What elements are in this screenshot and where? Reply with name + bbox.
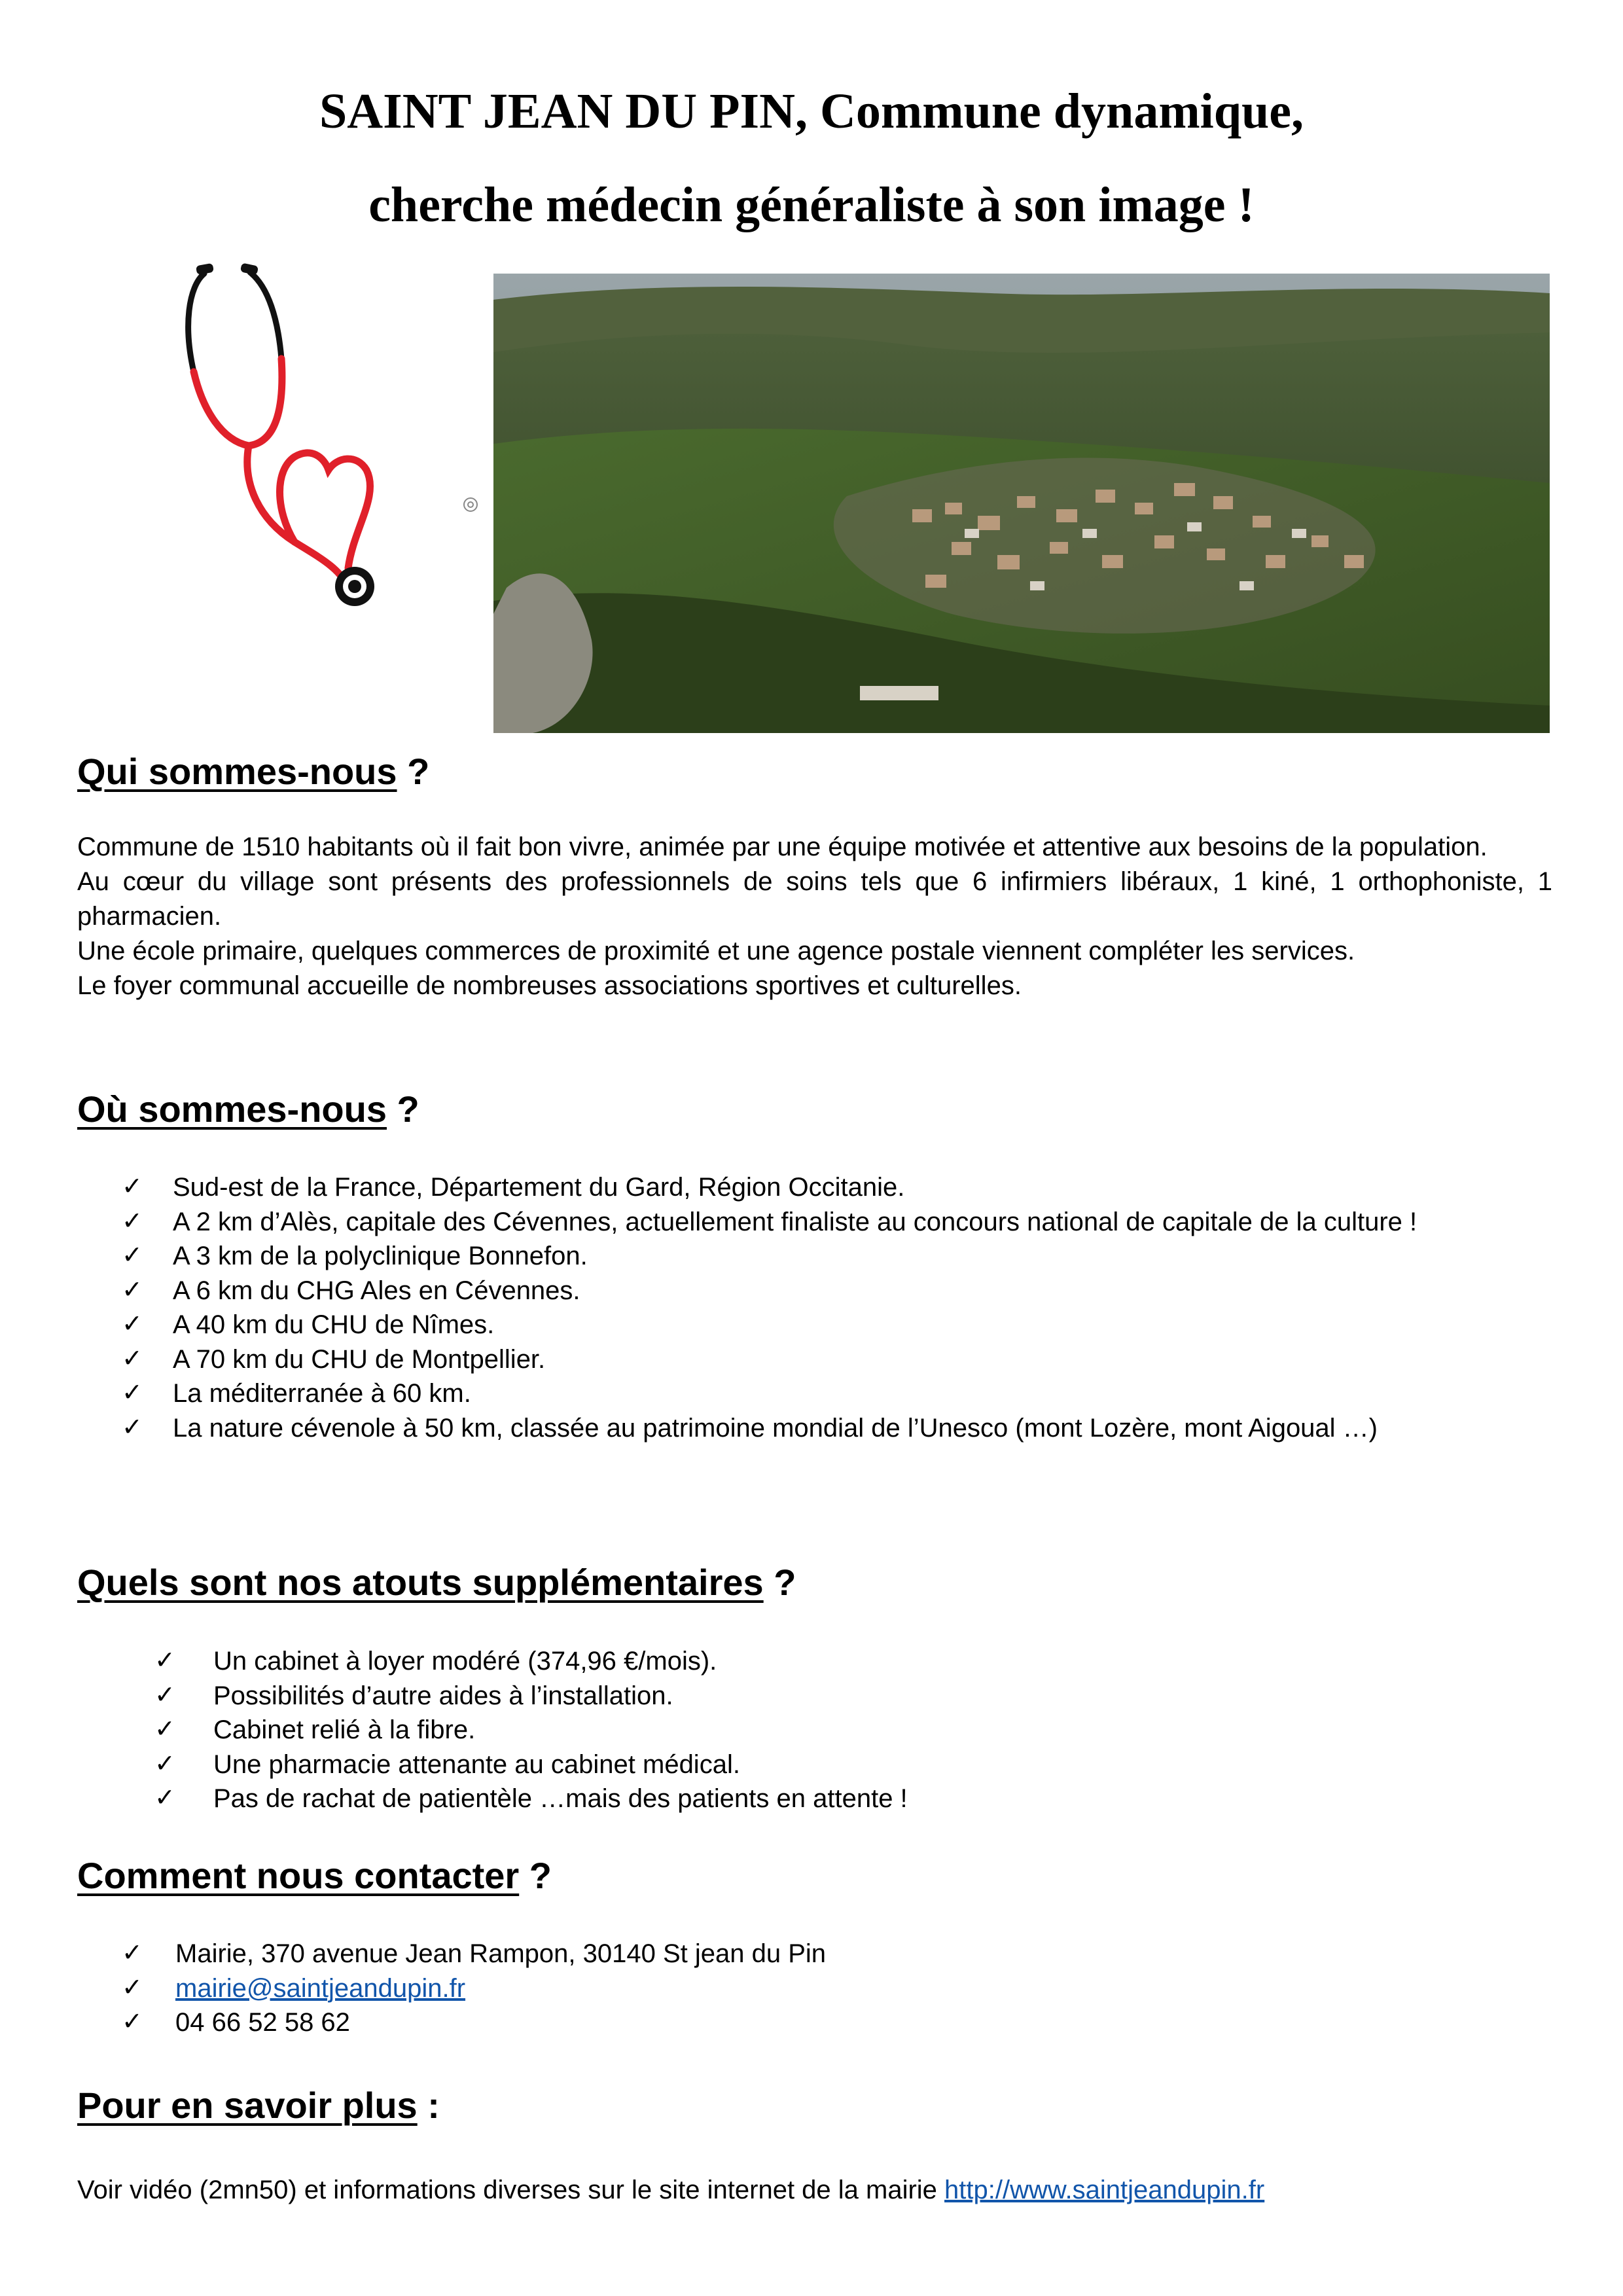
qui-paragraph-2: Au cœur du village sont présents des professionnels de soins tels que 6 infirmiers libéraux, 1 kiné, 1 orthophoniste, 1 pharmacien. [77,867,1552,931]
list-item-text: A 40 km du CHU de Nîmes. [173,1310,495,1339]
list-item [122,1376,1550,1411]
savoir-plus-description: Voir vidéo (2mn50) et informations diverses sur le site internet de la mairie [77,2176,945,2204]
page-title-line1: SAINT JEAN DU PIN, Commune dynamique, [319,84,1304,139]
qui-paragraph-4: Le foyer communal accueille de nombreuses associations sportives et culturelles. [77,971,1022,1000]
contact-phone-text: 04 66 52 58 62 [175,2008,350,2037]
page-title-line2: cherche médecin généraliste à son image ! [368,177,1255,232]
list-item [122,1411,1550,1446]
atouts-list [154,1644,1550,1816]
list-item-text: Cabinet relié à la fibre. [213,1715,476,1744]
check-icon: ✓ [154,1783,175,1812]
check-icon: ✓ [154,1748,175,1778]
check-icon: ✓ [122,1412,143,1441]
heading-qui-suffix: ? [397,751,430,792]
list-item [122,1239,1550,1274]
qui-paragraph-3: Une école primaire, quelques commerces de proximité et une agence postale viennent compléter les services. [77,937,1355,965]
heading-ou-suffix: ? [386,1088,419,1130]
list-item-text: Une pharmacie attenante au cabinet médical. [213,1749,740,1779]
heading-qui-sommes-nous [77,750,429,793]
heading-atouts-text: Quels sont nos atouts supplémentaires [77,1562,764,1603]
heading-atouts [77,1561,796,1604]
savoir-plus-text [77,2173,1552,2208]
contact-list [122,1937,1550,2040]
check-icon: ✓ [154,1645,175,1674]
list-item-text: A 3 km de la polyclinique Bonnefon. [173,1242,588,1270]
list-item-text: La nature cévenole à 50 km, classée au patrimoine mondial de l’Unesco (mont Lozère, mont Aigoual …) [173,1413,1378,1443]
contact-address-text: Mairie, 370 avenue Jean Rampon, 30140 St jean du Pin [175,1939,827,1968]
check-icon: ✓ [122,2007,143,2036]
contact-phone [122,2005,1550,2040]
check-icon: ✓ [154,1714,175,1743]
contact-address [122,1937,1550,1971]
list-item [154,1748,1550,1782]
list-item [122,1342,1550,1377]
heading-plus-text: Pour en savoir plus [77,2085,418,2126]
list-item [154,1713,1550,1748]
list-item [122,1205,1550,1240]
heading-ou-sommes-nous [77,1088,419,1131]
heading-qui-text: Qui sommes-nous [77,751,397,792]
check-icon: ✓ [122,1343,143,1372]
list-item [154,1644,1550,1679]
list-item [122,1170,1550,1205]
list-item [154,1679,1550,1713]
heading-plus-suffix: : [417,2085,440,2126]
email-link[interactable]: mairie@saintjeandupin.fr [175,1973,466,2003]
heading-contact-suffix: ? [519,1855,552,1896]
check-icon: ✓ [122,1274,143,1304]
ou-list [122,1170,1550,1445]
check-icon: ✓ [154,1679,175,1709]
heading-contact-text: Comment nous contacter [77,1855,520,1896]
heading-savoir-plus [77,2084,440,2127]
check-icon: ✓ [122,1938,143,1967]
list-item-text: A 6 km du CHG Ales en Cévennes. [173,1276,580,1305]
website-link[interactable]: http://www.saintjeandupin.fr [944,2176,1265,2204]
list-item-text: Possibilités d’autre aides à l’installation. [213,1681,673,1710]
check-icon: ✓ [122,1972,143,2001]
list-item-text: Un cabinet à loyer modéré (374,96 €/mois). [213,1647,717,1676]
check-icon: ✓ [122,1240,143,1269]
heading-ou-text: Où sommes-nous [77,1088,387,1130]
list-item [122,1308,1550,1342]
list-item [154,1782,1550,1816]
qui-description [77,830,1552,1003]
contact-email [122,1971,1550,2006]
check-icon: ✓ [122,1172,143,1200]
list-item-text: A 70 km du CHU de Montpellier. [173,1344,546,1374]
stethoscope-heart-icon [177,260,412,614]
heading-atouts-suffix: ? [763,1562,796,1603]
list-item [122,1274,1550,1308]
heading-contact [77,1854,552,1897]
check-icon: ✓ [122,1378,143,1407]
list-item-text: Sud-est de la France, Département du Gard, Région Occitanie. [173,1173,905,1202]
qui-paragraph-1: Commune de 1510 habitants où il fait bon vivre, animée par une équipe motivée et attentive aux besoins de la population. [77,833,1488,861]
list-item-text: Pas de rachat de patientèle …mais des patients en attente ! [213,1784,908,1813]
aerial-village-photo [493,274,1550,733]
image-anchor-icon [462,496,479,513]
check-icon: ✓ [122,1309,143,1338]
check-icon: ✓ [122,1206,143,1235]
list-item-text: A 2 km d’Alès, capitale des Cévennes, actuellement finaliste au concours national de capitale de la culture ! [173,1207,1418,1236]
list-item-text: La méditerranée à 60 km. [173,1379,471,1408]
